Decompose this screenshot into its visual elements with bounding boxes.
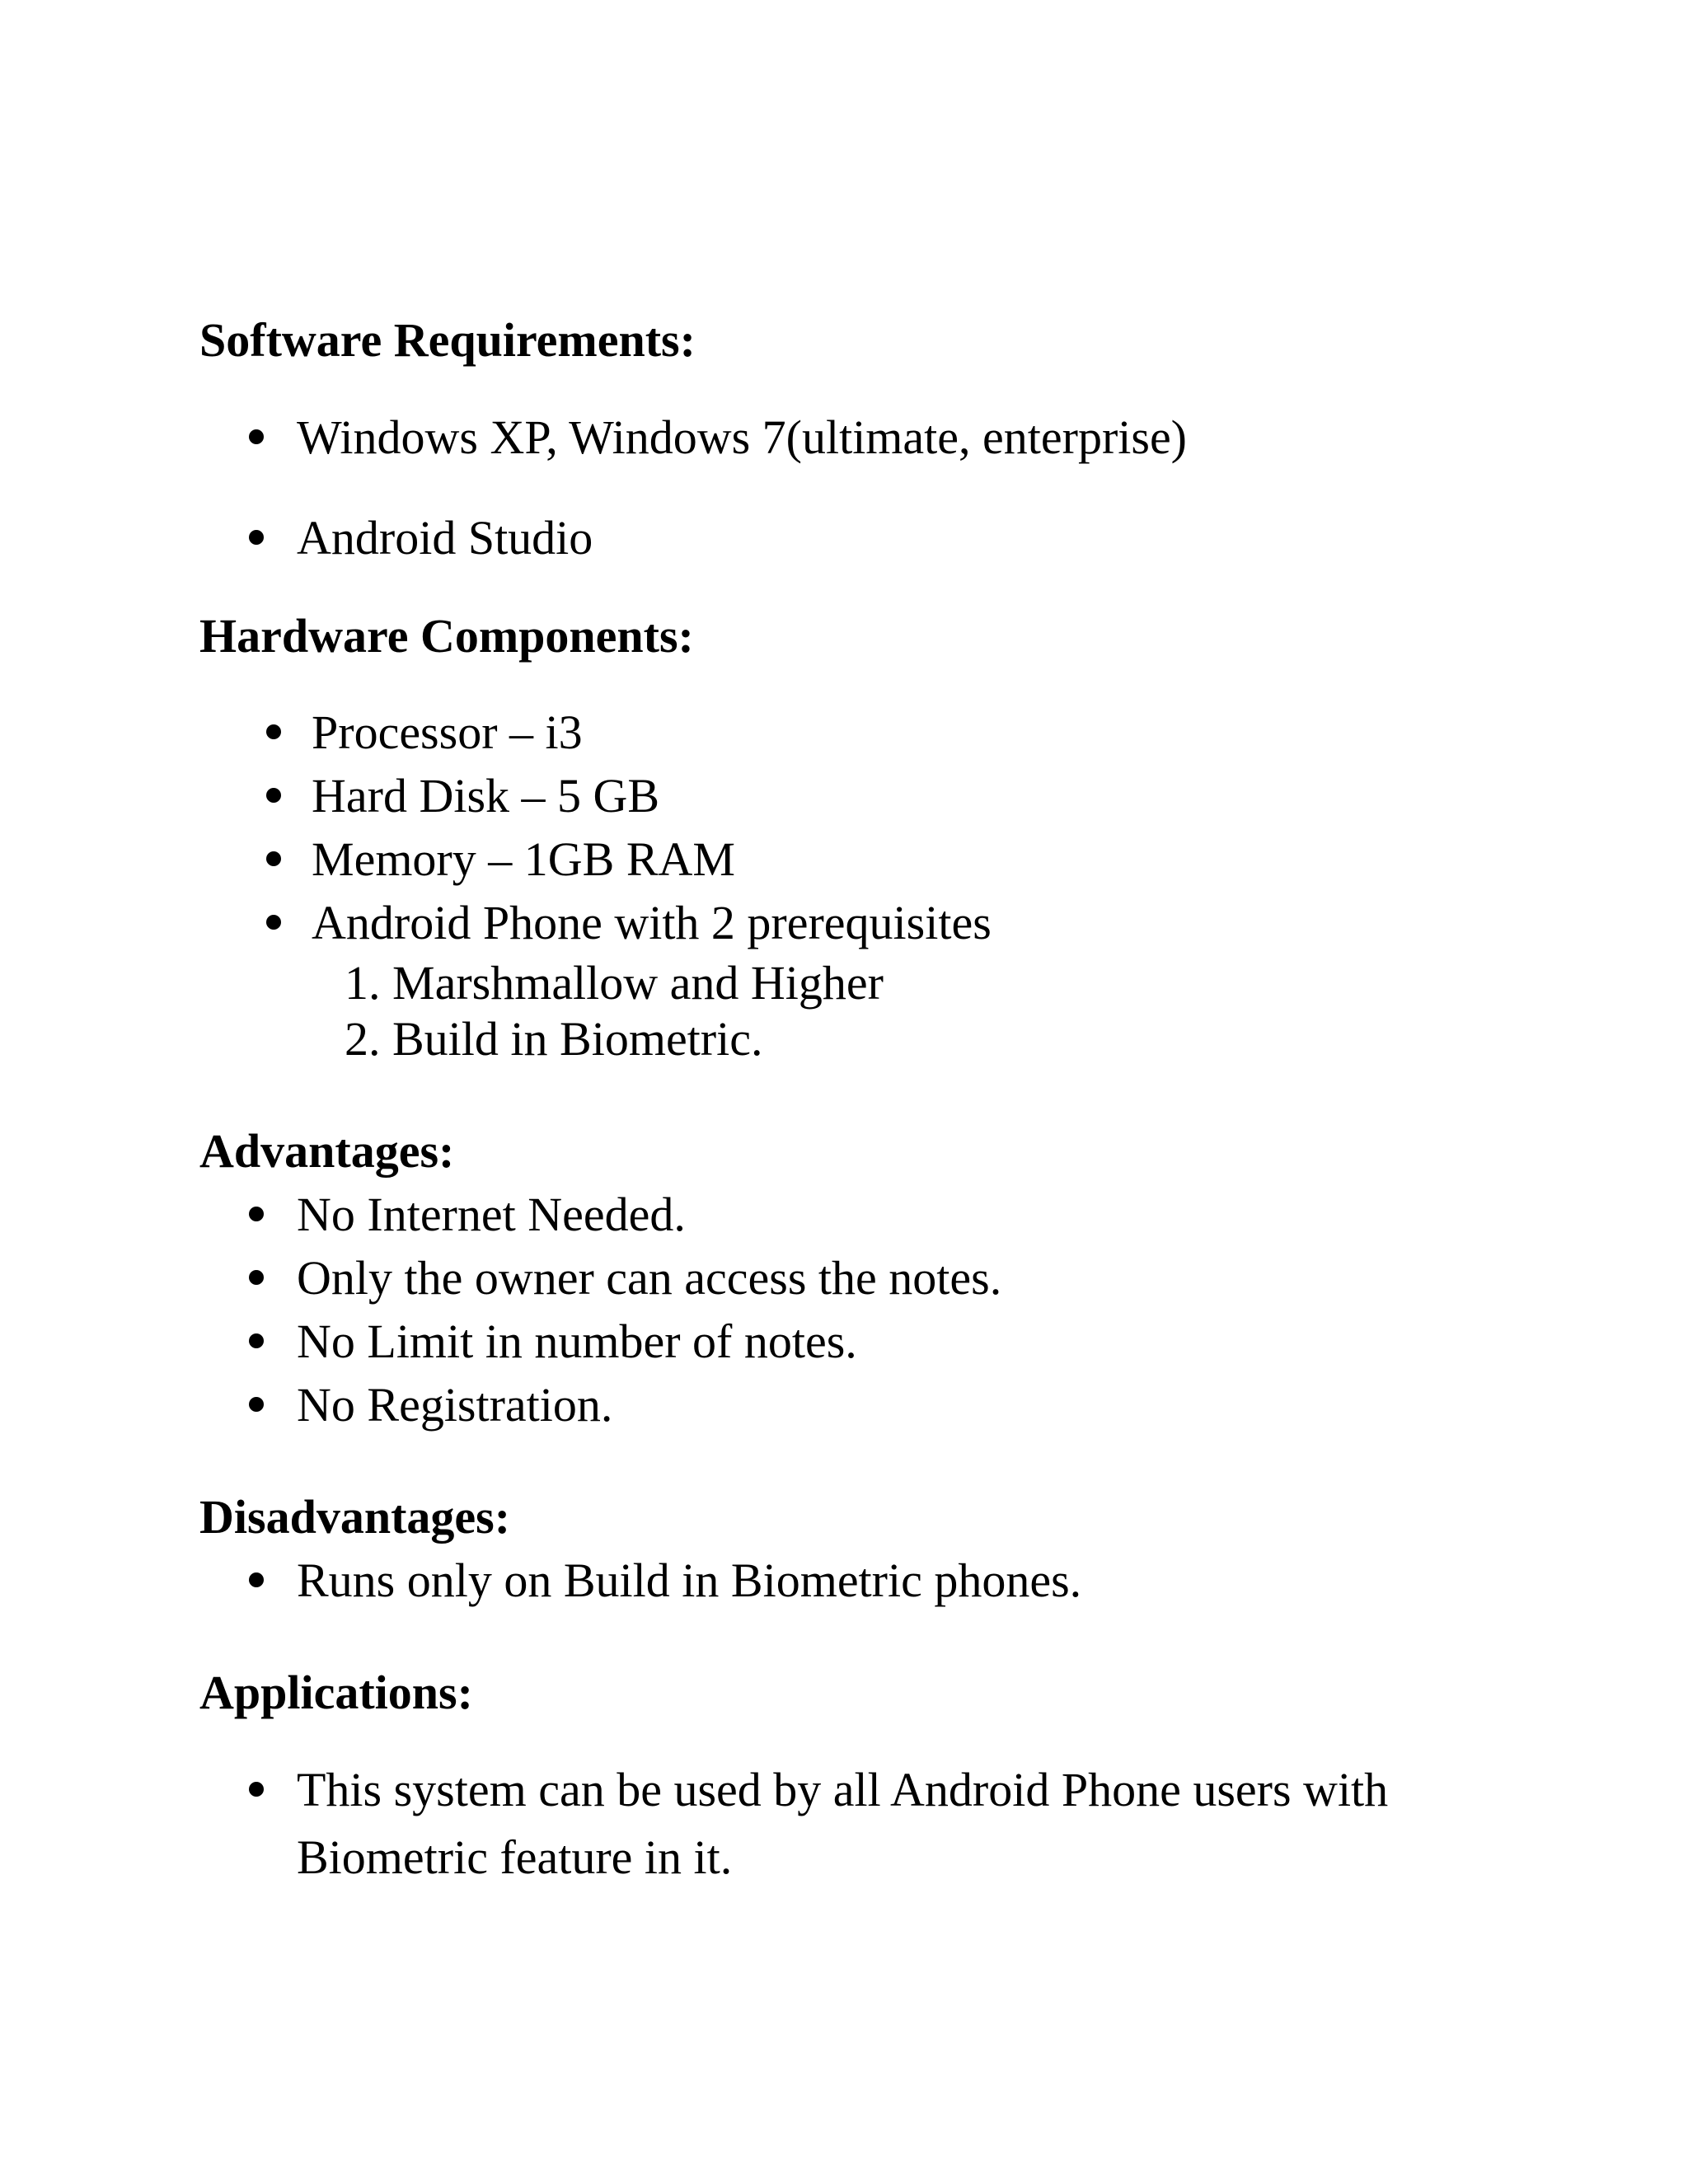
- bullet-icon: [266, 851, 281, 866]
- bullet-icon: [249, 1397, 264, 1412]
- advantage-item-owner-access: Only the owner can access the notes.: [297, 1251, 1002, 1305]
- application-item-line-1: This system can be used by all Android Phone users with: [297, 1763, 1389, 1816]
- advantage-item-no-limit: No Limit in number of notes.: [297, 1315, 857, 1368]
- advantages-heading: Advantages:: [199, 1124, 455, 1178]
- bullet-icon: [249, 1270, 264, 1285]
- hardware-item-processor: Processor – i3: [312, 705, 583, 759]
- bullet-icon: [249, 1782, 264, 1797]
- bullet-icon: [249, 530, 264, 545]
- disadvantage-item-biometric-only: Runs only on Build in Biometric phones.: [297, 1554, 1082, 1607]
- hardware-item-memory: Memory – 1GB RAM: [312, 832, 735, 886]
- software-item-os: Windows XP, Windows 7(ultimate, enterprise): [297, 410, 1187, 464]
- applications-heading: Applications:: [199, 1666, 473, 1719]
- disadvantages-heading: Disadvantages:: [199, 1490, 511, 1544]
- bullet-icon: [266, 915, 281, 930]
- bullet-icon: [249, 1333, 264, 1348]
- bullet-icon: [249, 1572, 264, 1587]
- bullet-icon: [249, 1207, 264, 1221]
- hardware-item-hard-disk: Hard Disk – 5 GB: [312, 769, 660, 823]
- advantage-item-no-internet: No Internet Needed.: [297, 1188, 686, 1241]
- bullet-icon: [249, 429, 264, 444]
- application-item-line-2: Biometric feature in it.: [297, 1830, 733, 1884]
- prerequisite-item-marshmallow: 1. Marshmallow and Higher: [345, 956, 884, 1010]
- software-item-ide: Android Studio: [297, 511, 593, 565]
- bullet-icon: [266, 788, 281, 803]
- hardware-components-heading: Hardware Components:: [199, 609, 694, 663]
- prerequisite-item-biometric: 2. Build in Biometric.: [345, 1012, 763, 1066]
- advantage-item-no-registration: No Registration.: [297, 1378, 613, 1432]
- software-requirements-heading: Software Requirements:: [199, 313, 696, 367]
- hardware-item-android-phone: Android Phone with 2 prerequisites: [312, 896, 992, 949]
- bullet-icon: [266, 724, 281, 739]
